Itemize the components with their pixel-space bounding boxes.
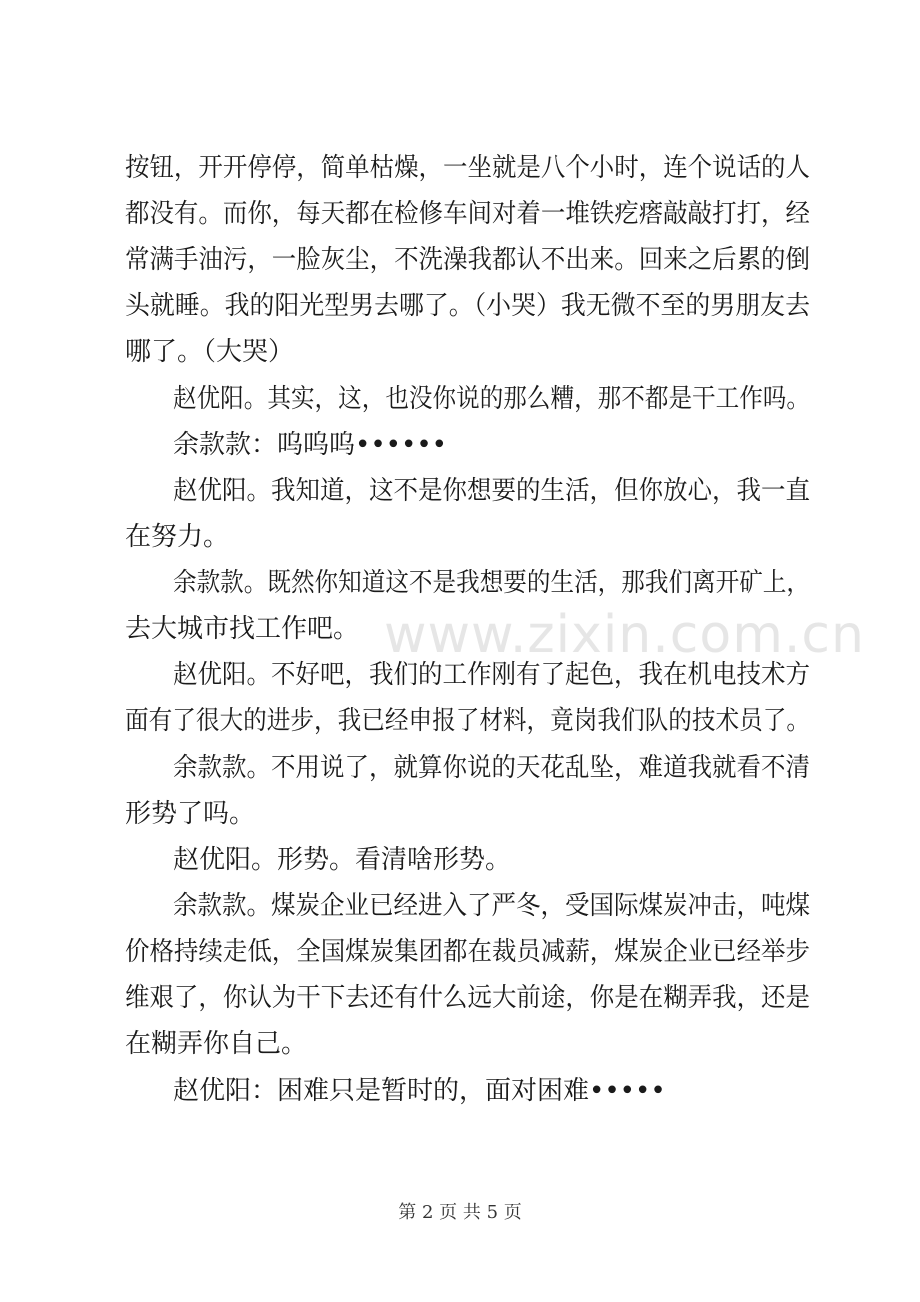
line-text: 赵优阳。我知道，这不是你想要的生活，但你放心，我一直: [173, 476, 811, 506]
text-line: [0, 194, 920, 234]
text-line: [0, 471, 920, 511]
line-text: 维艰了，你认为干下去还有什么远大前途，你是在糊弄我，还是: [125, 983, 810, 1013]
line-text: 形势了吗。: [125, 799, 256, 829]
line-text: 在糊弄你自己。: [125, 1029, 308, 1059]
line-text: 余款款。煤炭企业已经进入了严冬，受国际煤炭冲击，吨煤: [173, 891, 811, 921]
text-line: [0, 701, 920, 741]
line-text: 赵优阳：困难只是暂时的，面对困难•••••: [173, 1076, 666, 1106]
text-line: [0, 563, 920, 603]
text-line: [0, 425, 920, 465]
line-text: 赵优阳。形势。看清啥形势。: [173, 845, 512, 875]
text-line: [0, 748, 920, 788]
text-line: [0, 1024, 920, 1064]
text-line: [0, 655, 920, 695]
text-line: [0, 332, 920, 372]
text-line: [0, 978, 920, 1018]
line-text: 去大城市找工作吧。: [125, 614, 360, 644]
text-line: [0, 379, 920, 419]
text-line: [0, 932, 920, 972]
line-text: 余款款：呜呜呜••••••: [173, 430, 448, 460]
line-text: 在努力。: [125, 522, 230, 552]
line-text: 头就睡。我的阳光型男去哪了。（小哭）我无微不至的男朋友去: [125, 291, 810, 321]
line-text: 常满手油污，一脸灰尘，不洗澡我都认不出来。回来之后累的倒: [125, 245, 810, 275]
text-line: [0, 1071, 920, 1111]
line-text: 余款款。既然你知道这不是我想要的生活，那我们离开矿上，: [173, 568, 811, 598]
line-text: 面有了很大的进步，我已经申报了材料，竟岗我们队的技术员了。: [125, 706, 811, 736]
text-line: [0, 286, 920, 326]
line-text: 都没有。而你，每天都在检修车间对着一堆铁疙瘩敲敲打打，经: [125, 199, 810, 229]
line-text: 哪了。（大哭）: [125, 337, 295, 367]
line-text: 赵优阳。不好吧，我们的工作刚有了起色，我在机电技术方: [173, 660, 811, 690]
text-line: [0, 840, 920, 880]
text-line: [0, 794, 920, 834]
text-line: [0, 517, 920, 557]
line-text: 按钮，开开停停，简单枯燥，一坐就是八个小时，连个说话的人: [125, 153, 810, 183]
line-text: 赵优阳。其实，这，也没你说的那么糟，那不都是干工作吗。: [173, 384, 811, 414]
text-line: [0, 148, 920, 188]
line-text: 余款款。不用说了，就算你说的天花乱坠，难道我就看不清: [173, 753, 811, 783]
text-line: [0, 886, 920, 926]
text-line: [0, 609, 920, 649]
page-footer: 第 2 页 共 5 页: [398, 1202, 522, 1223]
watermark: www.zixin.com.cn: [384, 605, 865, 665]
line-text: 价格持续走低，全国煤炭集团都在裁员减薪，煤炭企业已经举步: [125, 937, 810, 967]
text-line: [0, 240, 920, 280]
